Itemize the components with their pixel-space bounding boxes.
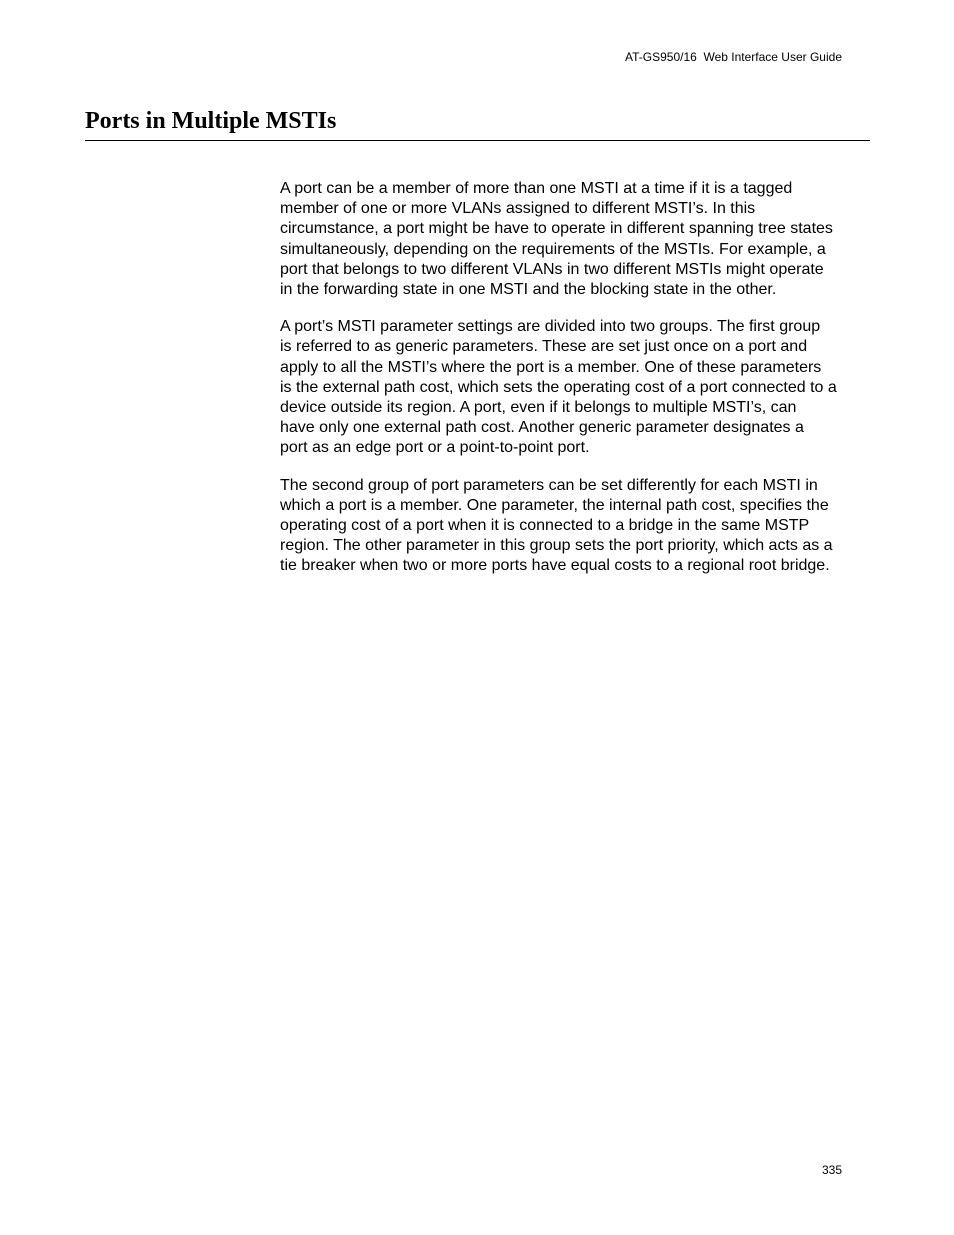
page-number: 335 xyxy=(822,1163,843,1177)
paragraph-line: member of one or more VLANs assigned to different MSTI’s. In this xyxy=(280,200,756,218)
running-header: AT-GS950/16 Web Interface User Guide xyxy=(625,50,842,64)
paragraph-line: simultaneously, depending on the requirements of the MSTIs. For example, a xyxy=(280,240,826,258)
paragraph-line: port as an edge port or a point-to-point port. xyxy=(280,439,590,457)
paragraph-1 xyxy=(280,179,880,300)
paragraph-line: in the forwarding state in one MSTI and the blocking state in the other. xyxy=(280,281,777,299)
paragraph-line: region. The other parameter in this group sets the port priority, which acts as a xyxy=(280,537,833,555)
paragraph-line: The second group of port parameters can be set differently for each MSTI in xyxy=(280,476,818,494)
paragraph-2 xyxy=(280,317,880,458)
paragraph-line: circumstance, a port might be have to operate in different spanning tree states xyxy=(280,220,833,238)
paragraph-line: A port can be a member of more than one MSTI at a time if it is a tagged xyxy=(280,180,793,197)
paragraph-line: port that belongs to two different VLANs in two different MSTIs might operate xyxy=(280,260,824,278)
paragraph-line: is referred to as generic parameters. These are set just once on a port and xyxy=(280,338,808,356)
section-title: Ports in Multiple MSTIs xyxy=(85,108,337,134)
paragraph-line: operating cost of a port when it is connected to a bridge in the same MSTP xyxy=(280,517,810,535)
paragraph-line: is the external path cost, which sets the operating cost of a port connected to a xyxy=(280,378,837,396)
title-rule xyxy=(85,140,870,141)
paragraph-line: which a port is a member. One parameter, the internal path cost, specifies the xyxy=(280,496,829,514)
paragraph-line: tie breaker when two or more ports have equal costs to a regional root bridge. xyxy=(280,557,830,575)
paragraph-line: have only one external path cost. Another generic parameter designates a xyxy=(280,419,804,437)
paragraph-3 xyxy=(280,476,880,577)
body-text xyxy=(280,179,880,594)
paragraph-line: apply to all the MSTI’s where the port is a member. One of these parameters xyxy=(280,358,822,376)
paragraph-line: A port’s MSTI parameter settings are divided into two groups. The first group xyxy=(280,318,821,336)
paragraph-line: device outside its region. A port, even if it belongs to multiple MSTI’s, can xyxy=(280,399,797,417)
